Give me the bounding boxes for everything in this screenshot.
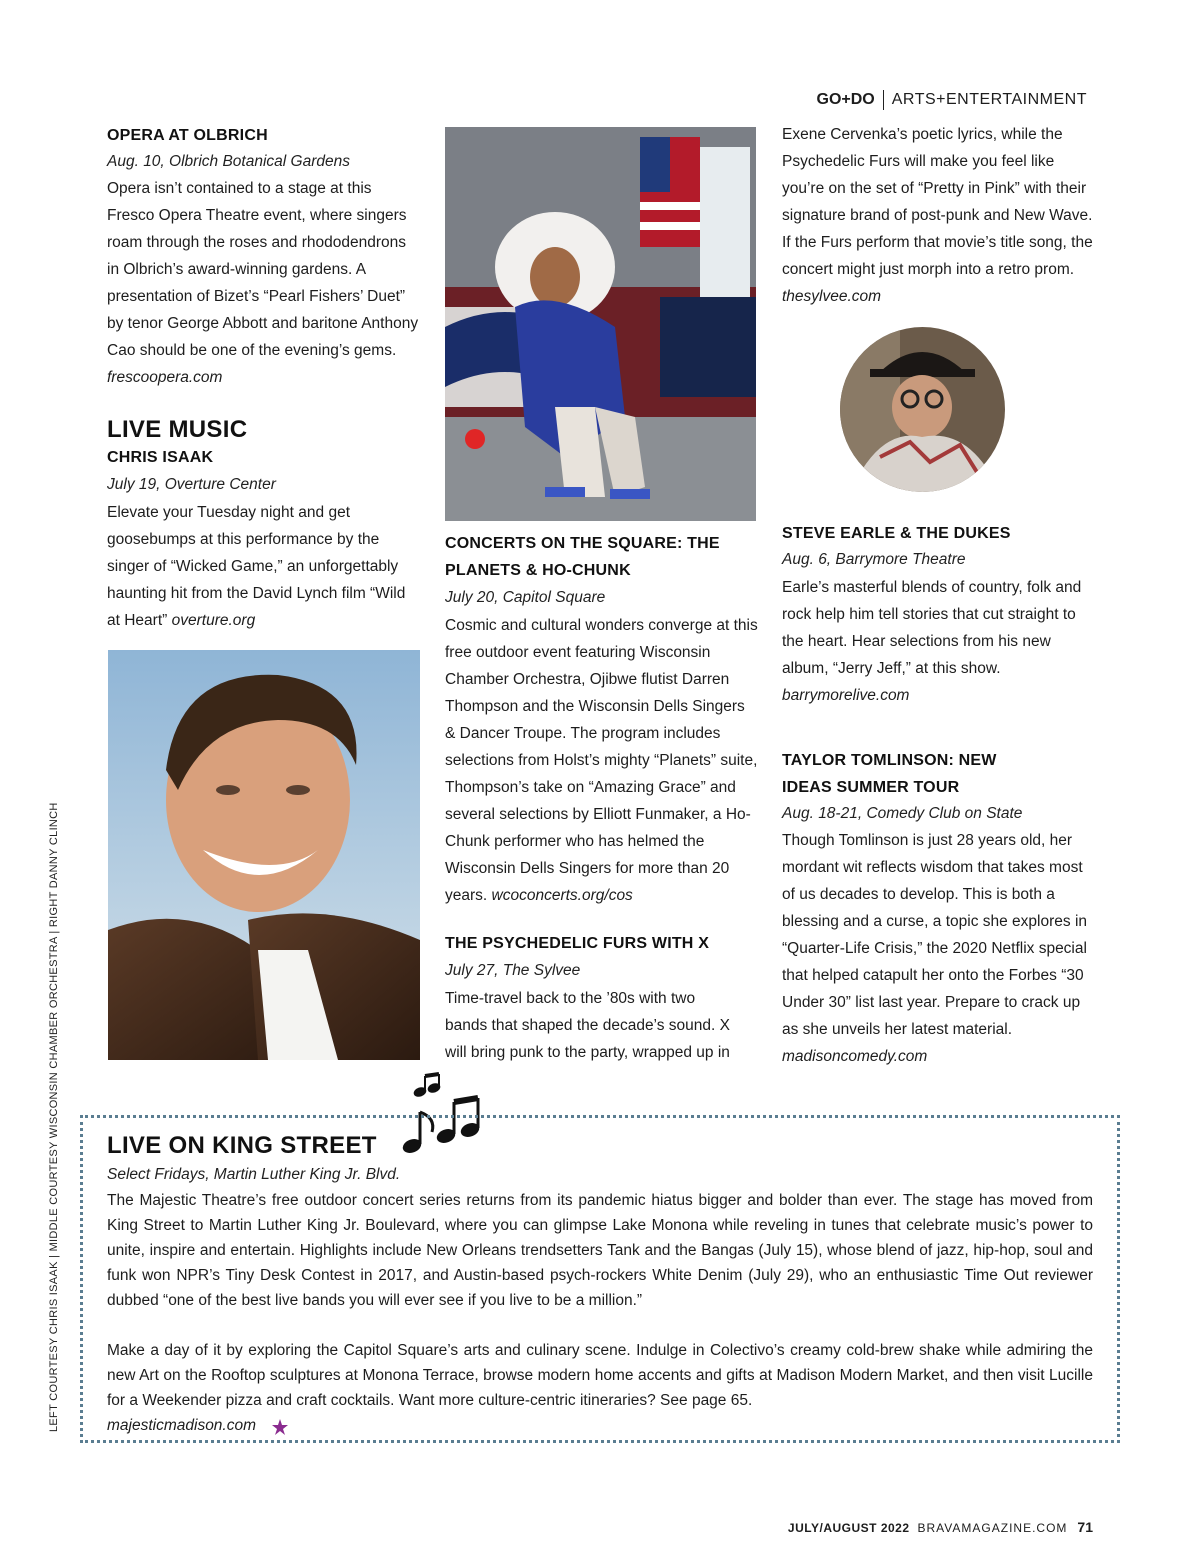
section-label: GO+DO: [816, 91, 875, 108]
isaak-body: [107, 499, 422, 634]
opera-body-text: Opera isn’t contained to a stage at this Fresco Opera Theatre event, where singers roam through the roses and rhododendrons in Olbrich’s award-winning gardens. A presentation of Bizet’s “Pearl Fishers’ Duet” by tenor George Abbott and baritone Anthony Cao should be one of the evening’s gems.: [107, 180, 419, 359]
column-right: [782, 121, 1094, 310]
footer-issue: JULY/AUGUST 2022: [787, 1521, 910, 1535]
column-left: [107, 124, 422, 634]
isaak-link[interactable]: overture.org: [171, 612, 256, 629]
section-header: [817, 90, 1087, 110]
opera-title: OPERA AT OLBRICH: [107, 127, 268, 144]
column-right-lower: [782, 521, 1094, 1070]
king-street-para2-text: Make a day of it by exploring the Capitol Square’s arts and culinary scene. Indulge in Colectivo’s creamy cold-brew shake while admiring the new Art on the Rooftop sculptures at Monona Terrace, browse modern home accents and gifts at Madison Modern Market, and then visit Lucille for a Weekender pizza and craft cocktails. Want more culture-centric itineraries? See page 65.: [107, 1342, 1093, 1409]
photo-credit: LEFT COURTESY CHRIS ISAAK | MIDDLE COURTESY WISCONSIN CHAMBER ORCHESTRA | RIGHT DANNY CLINCH: [48, 802, 60, 1432]
isaak-body-text: Elevate your Tuesday night and get goosebumps at this performance by the singer of “Wicked Game,” an unforgettably haunting hit from the David Lynch film “Wild at Heart”: [107, 504, 406, 629]
concert-dancer-photo-art: [445, 127, 756, 521]
furs-body: Time-travel back to the ’80s with two bands that shaped the decade’s sound. X will bring punk to the party, wrapped up in: [445, 990, 730, 1061]
opera-link[interactable]: frescoopera.com: [107, 369, 223, 386]
furs-body-cont-text: Exene Cervenka’s poetic lyrics, while the Psychedelic Furs will make you feel like you’re on the set of “Pretty in Pink” with their signature brand of post-punk and New Wave. If the Furs perform that movie’s title song, the concert might just morph into a retro prom.: [782, 126, 1093, 278]
earle-meta: Aug. 6, Barrymore Theatre: [782, 551, 966, 568]
chris-isaak-photo: [108, 650, 420, 1060]
header-divider: [883, 90, 884, 110]
earle-title: STEVE EARLE & THE DUKES: [782, 525, 1011, 542]
concerts-link[interactable]: wcoconcerts.org/cos: [491, 887, 633, 904]
king-street-content: [107, 1130, 1093, 1438]
furs-body-continued: [782, 121, 1094, 310]
isaak-title: CHRIS ISAAK: [107, 449, 214, 466]
concerts-body-text: Cosmic and cultural wonders converge at this free outdoor event featuring Wisconsin Chamber Orchestra, Ojibwe flutist Darren Thompson and the Wisconsin Dells Singers & Dancer Troupe. The program includes selections from Holst’s mighty “Planets” suite, Thompson’s take on “Amazing Grace” and several selections by Elliott Funmaker, a Ho-Chunk performer who has helmed the Wisconsin Dells Singers for more than 20 years.: [445, 617, 758, 904]
concerts-title: CONCERTS ON THE SQUARE: THE PLANETS & HO-CHUNK: [445, 535, 720, 579]
king-street-para1: The Majestic Theatre’s free outdoor concert series returns from its pandemic hiatus bigger and bolder than ever. The stage has moved from King Street to Martin Luther King Jr. Boulevard, where you can glimpse Lake Monona while reveling in tunes that celebrate music’s power to unite, inspire and entertain. Highlights include New Orleans trendsetters Tank and the Bangas (July 15), whose blend of jazz, hip-hop, soul and funk won NPR’s Tiny Desk Contest in 2017, and Austin-based psych-rockers White Denim (July 29), who an enthusiastic Time Out reviewer dubbed “one of the best live bands you will ever see if you live to be a million.”: [107, 1192, 1093, 1309]
earle-body-text: Earle’s masterful blends of country, folk and rock help him tell stories that cut straight to the heart. Hear selections from his new album, “Jerry Jeff,” at this show.: [782, 579, 1082, 677]
furs-title: THE PSYCHEDELIC FURS WITH X: [445, 935, 710, 952]
tomlinson-body: [782, 827, 1094, 1070]
earle-link[interactable]: barrymorelive.com: [782, 687, 910, 704]
concerts-meta: July 20, Capitol Square: [445, 589, 606, 606]
page-footer: [788, 1519, 1093, 1535]
chris-isaak-photo-art: [108, 650, 420, 1060]
furs-meta: July 27, The Sylvee: [445, 962, 581, 979]
tomlinson-title: TAYLOR TOMLINSON: NEW IDEAS SUMMER TOUR: [782, 752, 997, 796]
opera-body: [107, 175, 422, 391]
concerts-body: [445, 612, 759, 909]
furs-link[interactable]: thesylvee.com: [782, 288, 882, 305]
isaak-meta: July 19, Overture Center: [107, 476, 276, 493]
opera-meta: Aug. 10, Olbrich Botanical Gardens: [107, 153, 350, 170]
king-street-title: LIVE ON KING STREET: [107, 1132, 377, 1159]
star-logo-icon: [272, 1418, 288, 1434]
live-music-heading: LIVE MUSIC: [107, 416, 248, 443]
footer-site: BRAVAMAGAZINE.COM: [917, 1521, 1068, 1535]
earle-body: [782, 574, 1094, 709]
concert-dancer-photo: [445, 127, 756, 521]
king-street-para2: [107, 1338, 1093, 1438]
king-street-meta: Select Fridays, Martin Luther King Jr. Blvd.: [107, 1166, 401, 1183]
tomlinson-body-text: Though Tomlinson is just 28 years old, her mordant wit reflects wisdom that takes most of us decades to develop. This is both a blessing and a curse, a topic she explores in “Quarter-Life Crisis,” the 2020 Netflix special that helped catapult her onto the Forbes “30 Under 30” list last year. Prepare to crack up as she unveils her latest material.: [782, 832, 1088, 1038]
tomlinson-meta: Aug. 18-21, Comedy Club on State: [782, 805, 1023, 822]
steve-earle-photo-art: [840, 327, 1005, 492]
category-label: ARTS+ENTERTAINMENT: [891, 91, 1087, 108]
tomlinson-link[interactable]: madisoncomedy.com: [782, 1048, 928, 1065]
steve-earle-photo: [840, 327, 1005, 492]
king-street-link[interactable]: majesticmadison.com: [107, 1417, 257, 1434]
column-middle: [445, 530, 759, 1066]
page-number: 71: [1077, 1519, 1093, 1535]
